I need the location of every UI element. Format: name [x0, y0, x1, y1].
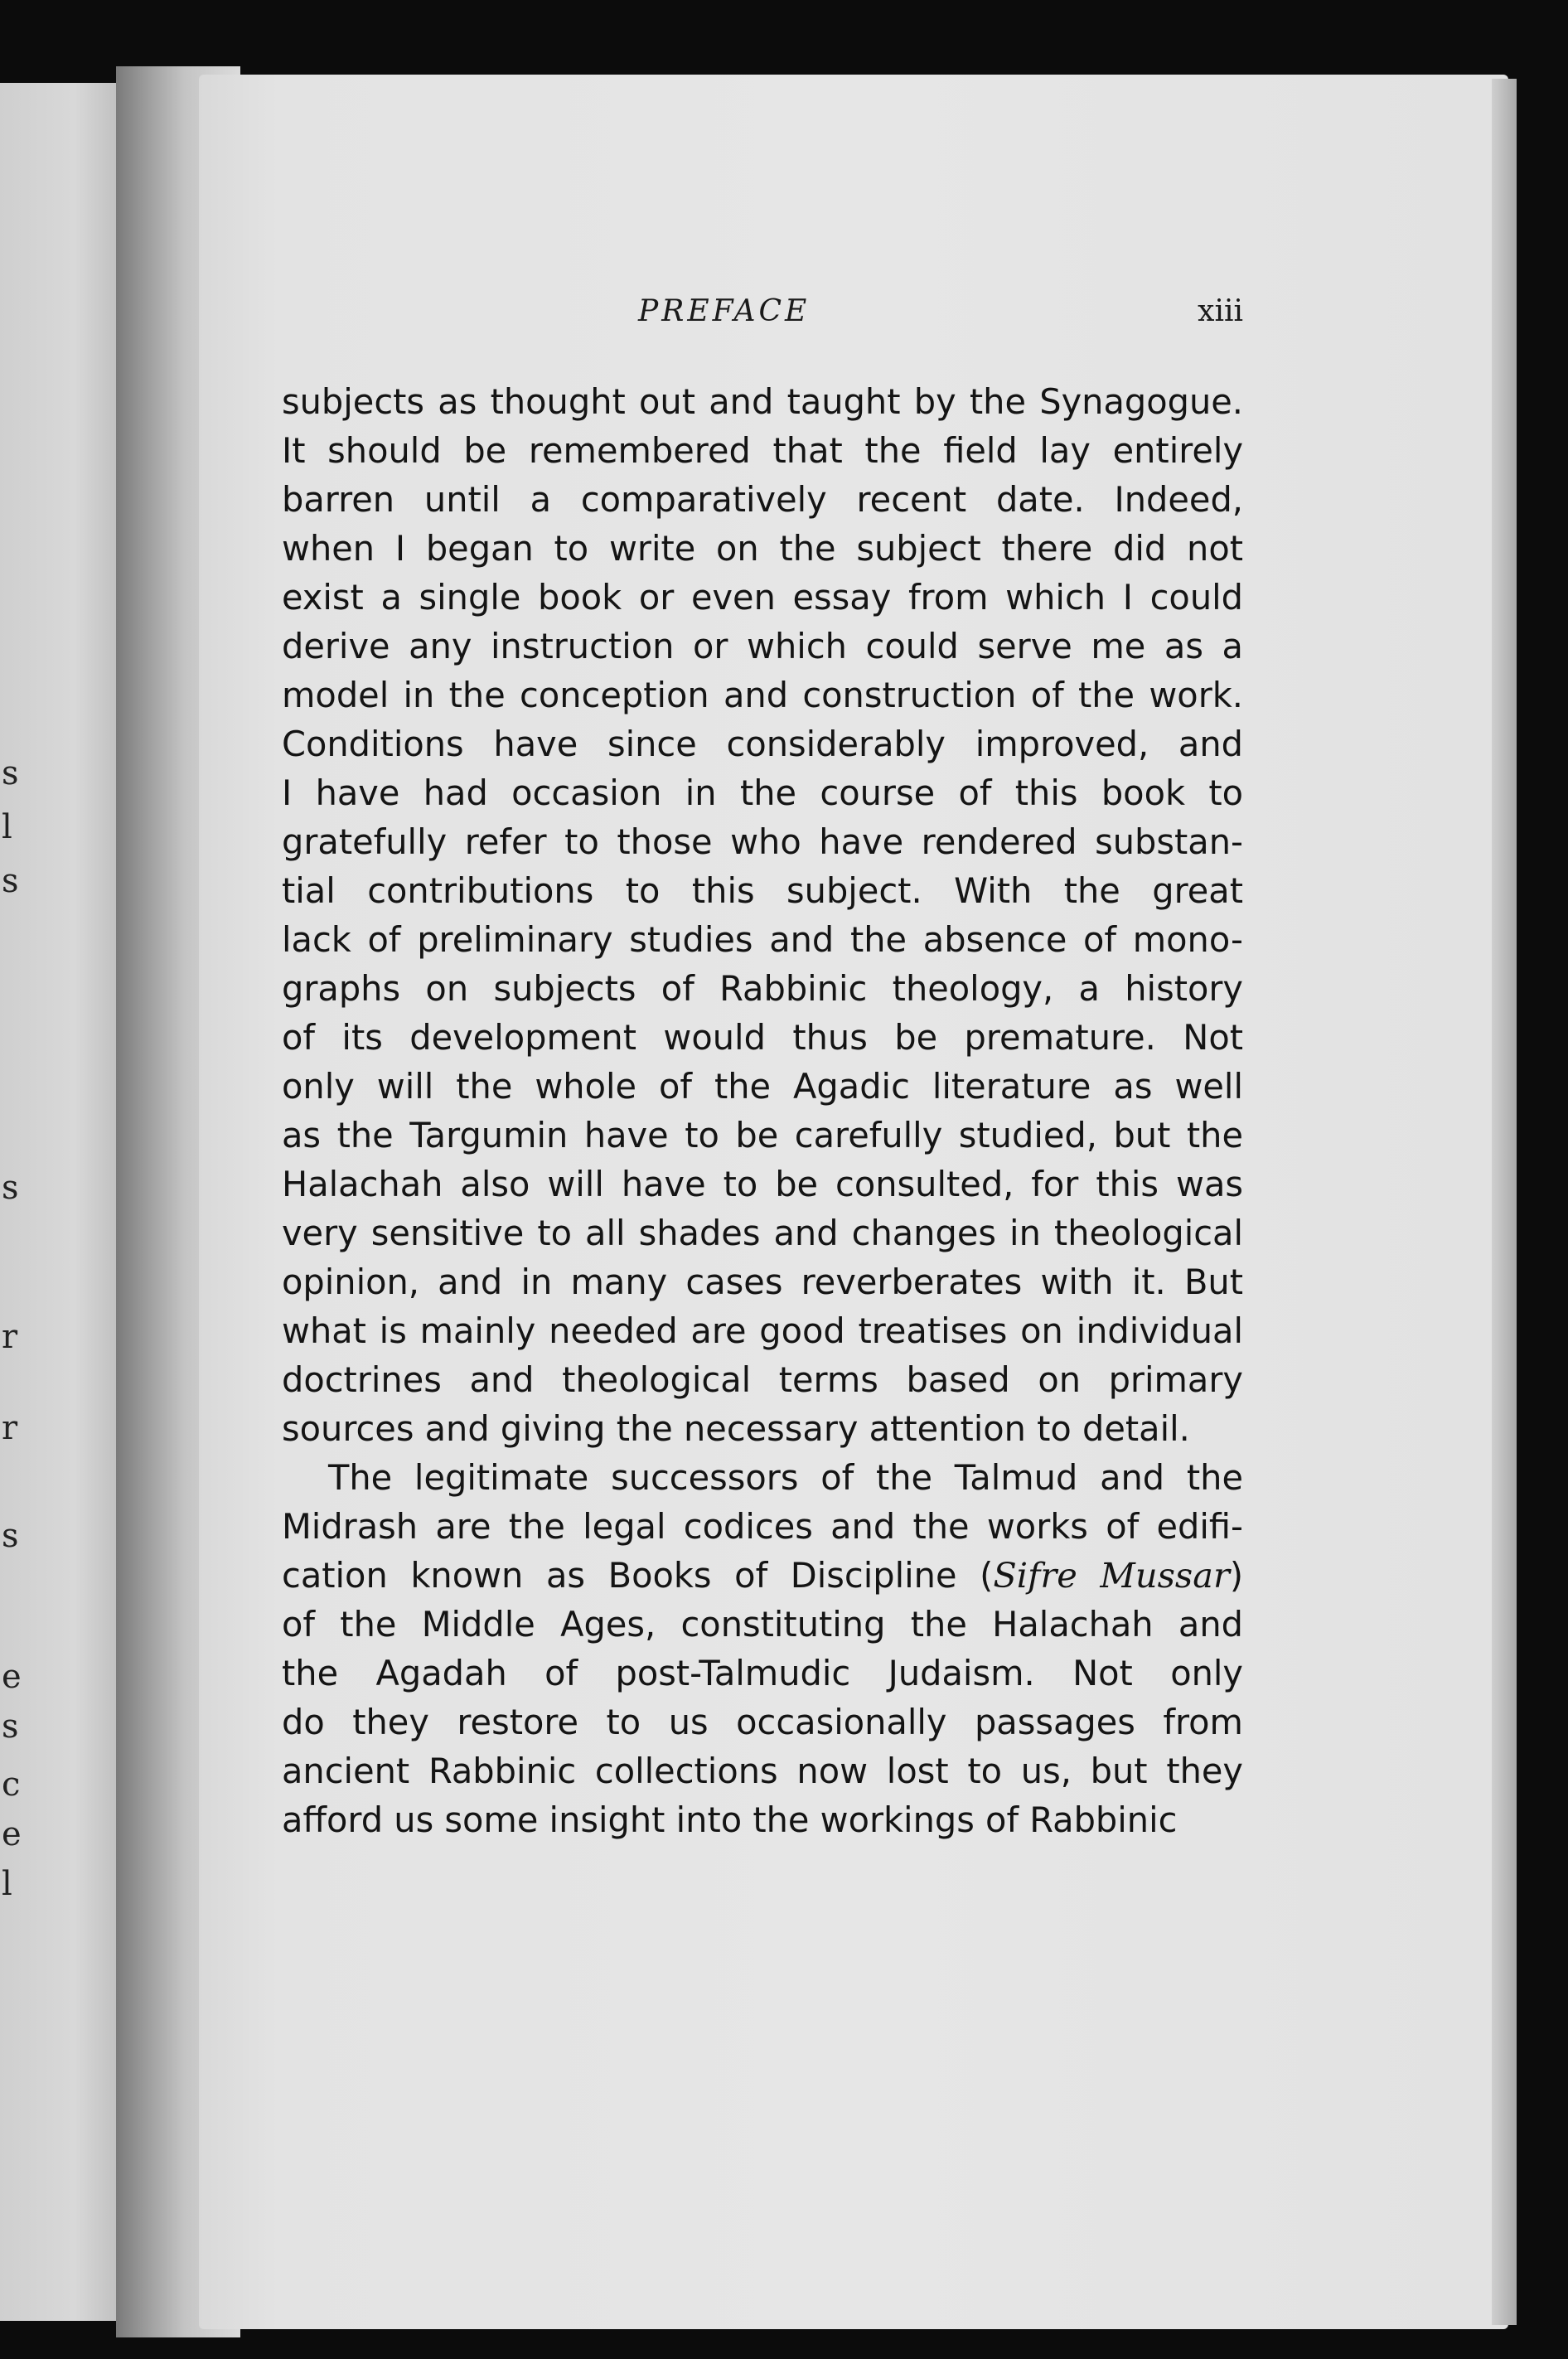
text-line: lack of preliminary studies and the absence of mono- [282, 919, 1243, 960]
text-line: Midrash are the legal codices and the works of edifi- [282, 1506, 1243, 1547]
text-line: as the Targumin have to be carefully studied, but the [282, 1115, 1243, 1155]
page-number: xiii [1198, 294, 1243, 328]
text-line: only will the whole of the Agadic literature as well [282, 1066, 1243, 1107]
edge-letter: s [2, 1707, 19, 1746]
text-line: barren until a comparatively recent date. Indeed, [282, 479, 1243, 520]
text-line: It should be remembered that the field lay entirely [282, 430, 1243, 471]
text-line: when I began to write on the subject there did not [282, 528, 1243, 569]
text-line: of the Middle Ages, constituting the Halachah and [282, 1604, 1243, 1645]
text-line-segment: cation known as Books of Discipline ( [282, 1555, 994, 1596]
page-edge [1492, 79, 1517, 2325]
edge-letter: l [2, 808, 12, 846]
text-line: Conditions have since considerably improved, and [282, 724, 1243, 764]
left-page-sliver [0, 83, 124, 2321]
edge-letter: c [2, 1766, 21, 1804]
text-line: sources and giving the necessary attention to detail. [282, 1408, 1190, 1449]
body-text [282, 377, 1243, 1844]
running-head: PREFACE [638, 294, 811, 328]
edge-letter: s [2, 1517, 19, 1555]
text-line: graphs on subjects of Rabbinic theology, a history [282, 968, 1243, 1009]
text-line: afford us some insight into the workings of Rabbinic [282, 1800, 1178, 1840]
text-line: of its development would thus be premature. Not [282, 1017, 1243, 1058]
text-line: I have had occasion in the course of this book to [282, 773, 1243, 813]
text-line: do they restore to us occasionally passages from [282, 1702, 1243, 1742]
edge-letter: r [2, 1409, 18, 1447]
edge-letter: r [2, 1318, 18, 1356]
text-line: subjects as thought out and taught by the Synagogue. [282, 381, 1243, 422]
paragraph [282, 1453, 1243, 1844]
text-line: doctrines and theological terms based on primary [282, 1359, 1243, 1400]
text-line: model in the conception and construction of the work. [282, 675, 1243, 715]
edge-letter: e [2, 1815, 22, 1853]
page-header [282, 294, 1243, 352]
text-line: exist a single book or even essay from which I could [282, 577, 1243, 618]
edge-letter: l [2, 1865, 12, 1903]
text-line: tial contributions to this subject. With the great [282, 870, 1243, 911]
paragraph [282, 377, 1243, 1453]
text-line: gratefully refer to those who have rendered substan- [282, 821, 1243, 862]
edge-letter: e [2, 1658, 22, 1696]
text-line: the Agadah of post-Talmudic Judaism. Not only [282, 1653, 1243, 1693]
edge-letter: s [2, 1169, 19, 1207]
text-line: derive any instruction or which could serve me as a [282, 626, 1243, 666]
edge-letter: s [2, 862, 19, 900]
text-line: what is mainly needed are good treatises on individual [282, 1310, 1243, 1351]
text-line: ancient Rabbinic collections now lost to us, but they [282, 1751, 1243, 1791]
edge-letter: s [2, 754, 19, 792]
closing-paren: ) [1229, 1555, 1244, 1596]
text-line: opinion, and in many cases reverberates with it. But [282, 1262, 1243, 1302]
text-line: very sensitive to all shades and changes in theological [282, 1213, 1243, 1253]
text-line: The legitimate successors of the Talmud and the [328, 1457, 1243, 1498]
text-line [282, 1551, 1243, 1600]
italic-title: Sifre Mussar [993, 1555, 1230, 1596]
text-line: Halachah also will have to be consulted, for this was [282, 1164, 1243, 1204]
